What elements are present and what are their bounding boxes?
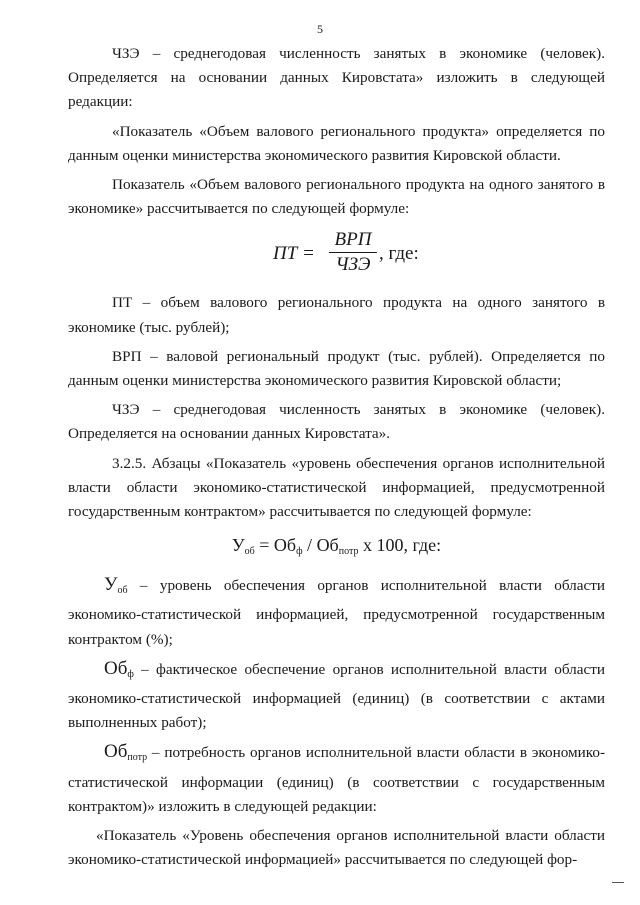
paragraph-uob-definition xyxy=(68,573,605,652)
formula-uob-slash: / xyxy=(302,535,317,556)
symbol-obp: Об xyxy=(104,741,128,763)
document-body xyxy=(68,42,605,877)
formula-uob-ob: Об xyxy=(273,535,297,556)
paragraph-chze-definition: ЧЗЭ – среднегодовая численность занятых в экономике (человек). Определяется на основании данных Кировстата» изложить в следующей редакции: xyxy=(68,45,605,111)
paragraph-section-3-2-5: 3.2.5. Абзацы «Показатель «уровень обеспечения органов исполнительной власти области экономико-статистической информацией, предусмотренной государственным контрактом» рассчитывается по следующей формуле: xyxy=(68,454,605,521)
paragraph-obf-definition xyxy=(68,657,605,736)
paragraph-pt-definition: ПТ – объем валового регионального продукта на одного занятого в экономике (тыс. рублей); xyxy=(68,294,605,336)
paragraph-uob-text: – уровень обеспечения органов исполнительной власти области экономико-статистической информацией, предусмотренной государственным контрактом (%); xyxy=(68,577,605,648)
formula-pt xyxy=(68,227,605,277)
symbol-obp-sub: потр xyxy=(127,752,148,764)
paragraph-obf-text: – фактическое обеспечение органов исполнительной власти области экономико-статистической информацией (единиц) (в соответствии с актами выполненных работ); xyxy=(68,660,605,732)
formula-uob xyxy=(68,529,605,561)
formula-pt-lhs: ПТ = xyxy=(273,243,315,265)
paragraph-vrp-definition: ВРП – валовой региональный продукт (тыс. рублей). Определяется по данным оценки министерства экономического развития Кировской области; xyxy=(68,347,605,390)
formula-uob-ob-sub: ф xyxy=(296,546,303,558)
formula-pt-fraction xyxy=(329,229,377,276)
formula-pt-denominator: ЧЗЭ xyxy=(335,254,371,276)
margin-mark xyxy=(612,882,624,883)
symbol-u-sub: об xyxy=(117,585,128,597)
paragraph-formula-intro: Показатель «Объем валового регионального продукта на одного занятого в экономике» рассчитывается по следующей формуле: xyxy=(68,176,605,218)
formula-uob-eq: = xyxy=(254,535,274,556)
paragraph-vrp-indicator: «Показатель «Объем валового регионального продукта» определяется по данным оценки министерства экономического развития Кировской области. xyxy=(68,122,605,164)
formula-pt-tail: , где: xyxy=(379,243,419,265)
symbol-obf: Об xyxy=(104,657,128,679)
paragraph-new-indicator: «Показатель «Уровень обеспечения органов исполнительной власти области экономико-статистической информацией» рассчитывается по следующей фор- xyxy=(68,827,605,869)
formula-pt-numerator: ВРП xyxy=(334,229,372,251)
formula-uob-ob2-sub: потр xyxy=(338,546,359,558)
page-number: 5 xyxy=(317,22,323,36)
fraction-bar xyxy=(329,252,377,253)
symbol-u: У xyxy=(104,574,118,596)
paragraph-obp-text: – потребность органов исполнительной власти области в экономико-статистической информации (единиц) (в соответствии с государственным контрактом)» изложить в следующей редакции: xyxy=(68,744,605,815)
formula-uob-tail: х 100, где: xyxy=(358,535,442,556)
paragraph-chze-definition-2: ЧЗЭ – среднегодовая численность занятых в экономике (человек). Определяется на основании данных Кировстата». xyxy=(68,401,605,443)
formula-uob-u: У xyxy=(231,535,245,556)
formula-uob-ob2: Об xyxy=(316,535,339,556)
symbol-obf-sub: ф xyxy=(127,668,134,680)
formula-uob-u-sub: об xyxy=(244,546,255,558)
paragraph-obp-definition xyxy=(68,740,605,819)
